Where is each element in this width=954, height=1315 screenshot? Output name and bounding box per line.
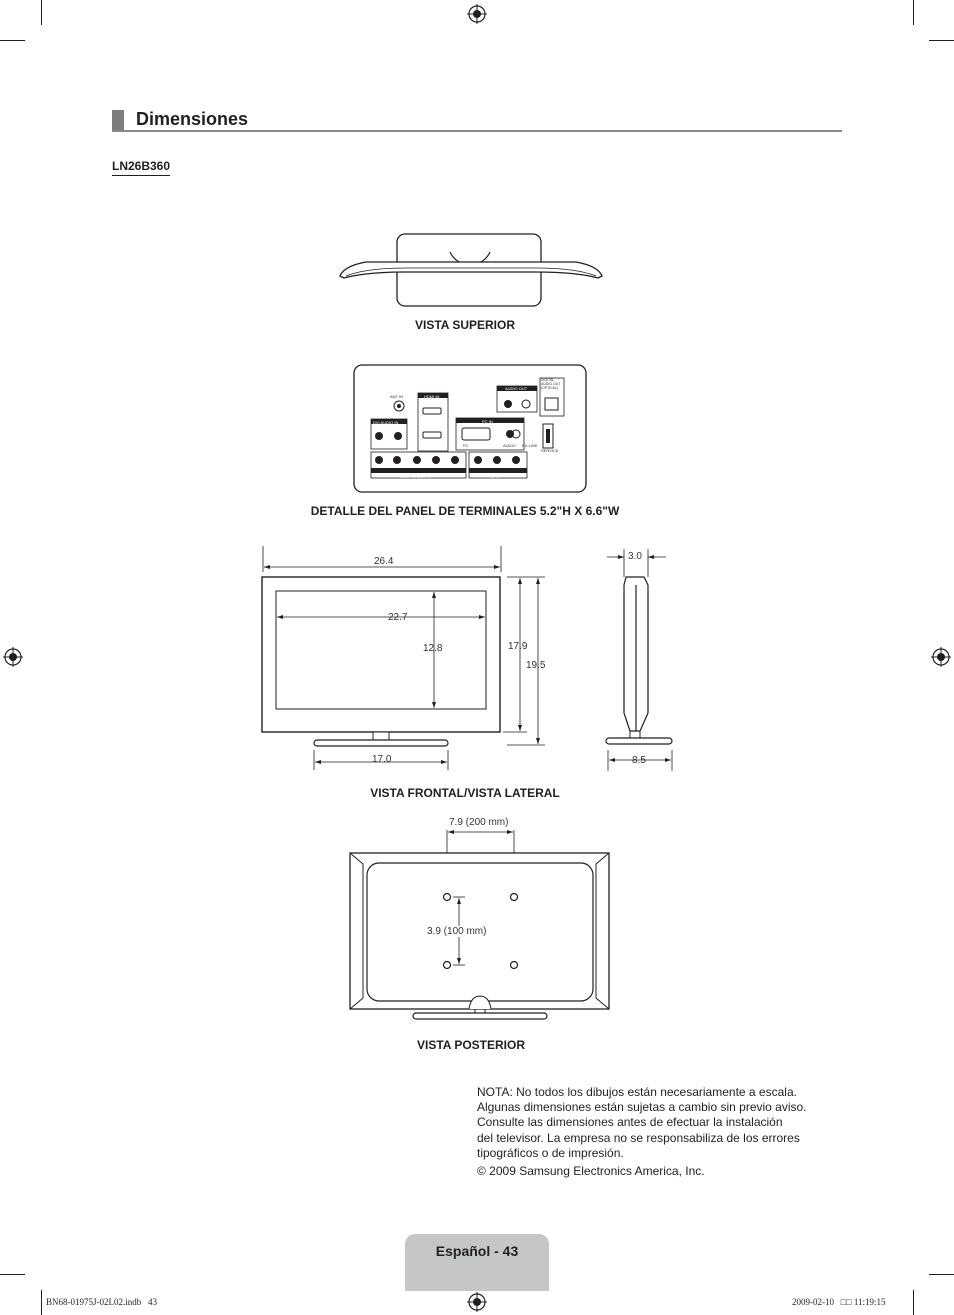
dim-body-height: 17.9 [508,641,528,652]
registration-mark-icon [467,1292,487,1312]
terminal-label-audio-out: AUDIO OUT [505,386,528,391]
registration-mark-icon [467,4,487,24]
registration-mark-icon [3,647,23,667]
crop-mark [929,1274,954,1275]
dim-screen-width: 22.7 [388,612,408,623]
copyright: © 2009 Samsung Electronics America, Inc. [477,1164,705,1179]
top-view-caption: VISTA SUPERIOR [414,318,515,332]
front-side-caption: VISTA FRONTAL/VISTA LATERAL [370,786,560,800]
side-view-drawing [600,545,680,775]
dim-overall-width: 26.4 [374,556,394,567]
dim-stand-width: 17.0 [372,754,392,765]
registration-mark-icon [931,647,951,667]
dim-vesa-vertical: 3.9 (100 mm) [427,926,487,937]
terminal-label-ant-in: ANT IN [390,394,404,399]
terminal-label-digital-audio-out: DIGITAL AUDIO OUT (OPTICAL) [541,378,561,390]
dim-depth: 3.0 [628,551,642,562]
crop-mark [913,0,914,25]
front-view-drawing [255,540,555,775]
terminal-label-component-in: COMPONENT IN [400,474,432,479]
model-name: LN26B360 [112,159,170,176]
dim-overall-height: 19.5 [526,660,546,671]
terminal-label-av-in: AV IN [490,474,501,479]
footer-timestamp: 2009-02-10 □□ 11:19:15 [792,1297,886,1307]
terminal-label-hdmi-in: HDMI IN [424,394,440,399]
note-line: tipográficos o de impresión. [477,1145,624,1160]
crop-mark [929,40,954,41]
crop-mark [0,1274,25,1275]
dim-screen-height: 12.8 [423,643,443,654]
top-view-drawing [336,232,606,310]
terminal-label-dvi-audio: DVI AUDIO IN [373,420,399,425]
note-line: del televisor. La empresa no se responsabiliza de los errores [477,1130,800,1145]
terminal-label-pc: PC [463,443,469,448]
terminal-label-ex-link: EX-LINK [522,443,538,448]
terminal-label-video: VIDEO [511,467,524,472]
dim-vesa-horizontal: 7.9 (200 mm) [449,817,509,828]
heading-marker [112,110,124,131]
page-title: Dimensiones [136,109,249,129]
crop-mark [41,1290,42,1315]
terminal-label-audio: AUDIO [503,443,516,448]
note-block [477,1085,837,1179]
terminal-label-pc-in: PC IN [482,419,493,424]
rear-view-drawing [345,822,615,1026]
terminal-label-service: SERVICE [541,448,559,453]
note-line: Algunas dimensiones están sujetas a cambio sin previo aviso. [477,1100,807,1115]
note-line: Consulte las dimensiones antes de efectuar la instalación [477,1115,783,1130]
crop-mark [0,40,25,41]
page-number: Español - 43 [435,1243,519,1259]
footer-file: BN68-01975J-02L02.indb 43 [46,1297,157,1307]
note-line: NOTA: No todos los dibujos están necesariamente a escala. [477,1085,797,1099]
terminal-panel-caption: DETALLE DEL PANEL DE TERMINALES 5.2"H X 6.6"W [310,504,620,518]
dim-stand-depth: 8.5 [632,755,646,766]
crop-mark [41,0,42,25]
crop-mark [913,1290,914,1315]
heading-rule [112,130,842,132]
rear-view-caption: VISTA POSTERIOR [416,1038,525,1052]
